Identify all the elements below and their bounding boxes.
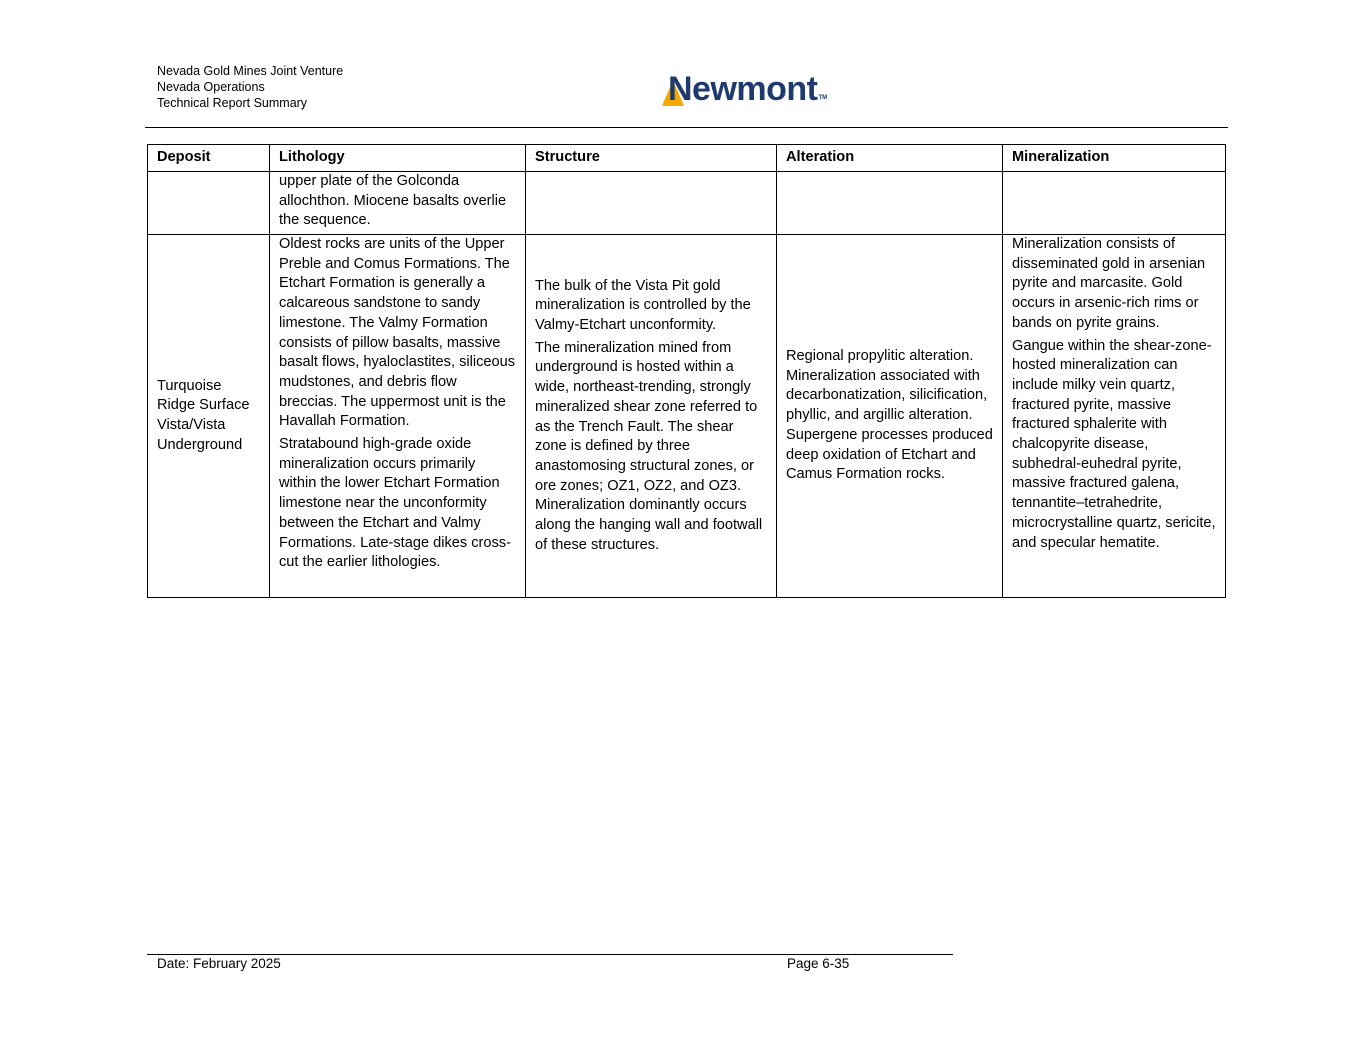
cell-mineralization [1003,172,1226,235]
footer-page-number: Page 6-35 [787,956,850,971]
header-report-title: Technical Report Summary [157,96,308,110]
logo-wordmark: Newmont [668,70,818,108]
geology-summary-table [147,144,1226,598]
table-header-row [148,145,1226,172]
table-row [148,172,1226,235]
document-header-info [157,63,343,111]
cell-alteration [777,172,1003,235]
header-operations: Nevada Operations [157,80,265,94]
table-row [148,235,1226,598]
cell-alteration: Regional propylitic alteration. Mineralization associated with decarbonatization, silicification, phyllic, and argillic alteration. Supergene processes produced deep oxidation of Etchart and Camus Formation rocks. [777,235,1003,598]
structure-paragraph: The mineralization mined from underground is hosted within a wide, northeast-trending, strongly mineralized shear zone referred to as the Trench Fault. The shear zone is defined by three anastomosing structural zones, or ore zones; OZ1, OZ2, and OZ3. Mineralization dominantly occurs along the hanging wall and footwall of these structures. [535,339,763,553]
cell-lithology: upper plate of the Golconda allochthon. Miocene basalts overlie the sequence. [270,172,526,235]
footer-divider [147,954,953,955]
column-header-structure: Structure [526,145,777,172]
cell-deposit [148,172,270,235]
mineralization-paragraph: Mineralization consists of disseminated gold in arsenian pyrite and marcasite. Gold occurs in arsenic-rich rims or bands on pyrite grains. [1012,236,1206,331]
footer-date: Date: February 2025 [157,956,281,971]
column-header-lithology: Lithology [270,145,526,172]
cell-lithology [270,235,526,598]
cell-structure [526,235,777,598]
column-header-mineralization: Mineralization [1003,145,1226,172]
cell-deposit: Turquoise Ridge Surface Vista/Vista Underground [148,235,270,598]
mineralization-paragraph: Gangue within the shear-zone-hosted mineralization can include milky vein quartz, fractured pyrite, massive fractured sphalerite with chalcopyrite disease, subhedral-euhedral pyrite, massive fractured galena, tennantite–tetrahedrite, microcrystalline quartz, sericite, and specular hematite. [1012,337,1216,551]
header-divider [145,127,1228,128]
header-company: Nevada Gold Mines Joint Venture [157,64,344,78]
newmont-logo [662,66,827,106]
lithology-paragraph: Oldest rocks are units of the Upper Preble and Comus Formations. The Etchart Formation is generally a calcareous sandstone to sandy limestone. The Valmy Formation consists of pillow basalts, massive basalt flows, hyaloclastites, siliceous mudstones, and debris flow breccias. The uppermost unit is the Havallah Formation. [279,236,516,430]
cell-structure [526,172,777,235]
column-header-alteration: Alteration [777,145,1003,172]
lithology-paragraph: Stratabound high-grade oxide mineralization occurs primarily within the lower Etchart Formation limestone near the unconformity between the Etchart and Valmy Formations. Late-stage dikes cross-cut the earlier lithologies. [279,436,511,571]
column-header-deposit: Deposit [148,145,270,172]
structure-paragraph: The bulk of the Vista Pit gold mineralization is controlled by the Valmy-Etchart unconformity. [535,277,751,333]
logo-trademark: TM [818,95,828,101]
cell-mineralization [1003,235,1226,598]
